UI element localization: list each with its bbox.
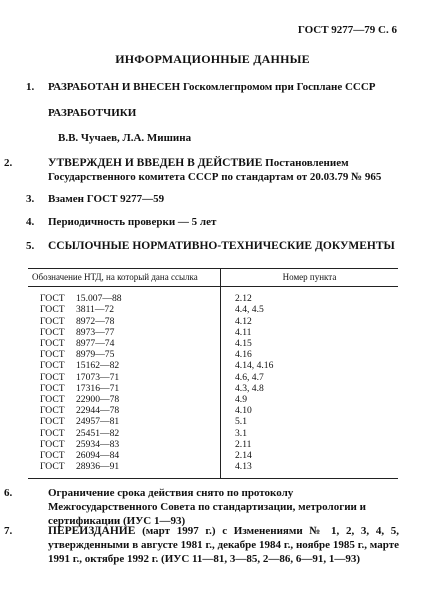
doc-cell: [28, 287, 221, 305]
gost-prefix: ГОСТ: [40, 360, 65, 372]
clause-cell: 4.15: [221, 338, 399, 349]
clause-cell: 4.13: [221, 461, 399, 479]
gost-prefix: ГОСТ: [40, 394, 65, 406]
item-text: РАЗРАБОТАН И ВНЕСЕН Госкомлегпромом при Госплане СССР: [48, 81, 376, 93]
table-row: [28, 349, 398, 360]
page-header: ГОСТ 9277—79 С. 6: [297, 24, 397, 36]
gost-prefix: ГОСТ: [40, 405, 65, 417]
table-row: [28, 450, 398, 461]
item-number: 4.: [26, 216, 35, 228]
item-1: [26, 80, 399, 94]
doc-number: 15162—82: [76, 360, 120, 372]
references-table: [28, 268, 398, 479]
doc-cell: [28, 416, 221, 427]
doc-number: 8972—78: [76, 315, 115, 327]
page-title: ИНФОРМАЦИОННЫЕ ДАННЫЕ: [115, 52, 310, 66]
item-text: Взамен ГОСТ 9277—59: [48, 193, 165, 205]
table-row: [28, 439, 398, 450]
item-3: [26, 192, 399, 206]
doc-number: 25451—82: [76, 427, 120, 439]
item-number: 3.: [26, 193, 35, 205]
doc-cell: [28, 327, 221, 338]
developers-label: РАЗРАБОТЧИКИ: [48, 107, 137, 119]
gost-prefix: ГОСТ: [40, 382, 65, 394]
gost-prefix: ГОСТ: [40, 304, 65, 316]
doc-cell: [28, 372, 221, 383]
clause-cell: 4.11: [221, 327, 399, 338]
doc-cell: [28, 360, 221, 371]
doc-number: 8977—74: [76, 338, 115, 350]
gost-prefix: ГОСТ: [40, 326, 65, 338]
doc-number: 17073—71: [76, 371, 120, 383]
table-row: [28, 338, 398, 349]
item-text: Ограничение срока действия снято по протоколу Межгосударственного Совета по стандартизации, метрологии и сертификации (ИУС 1—93): [48, 487, 366, 527]
table-row: [28, 383, 398, 394]
clause-cell: 3.1: [221, 428, 399, 439]
item-text: ССЫЛОЧНЫЕ НОРМАТИВНО-ТЕХНИЧЕСКИЕ ДОКУМЕНТЫ: [48, 240, 395, 252]
table-row: [28, 416, 398, 427]
gost-prefix: ГОСТ: [40, 461, 65, 473]
column-header-doc: Обозначение НТД, на который дана ссылка: [28, 269, 221, 287]
gost-prefix: ГОСТ: [40, 315, 65, 327]
doc-number: 8973—77: [76, 326, 115, 338]
item-number: 2.: [4, 157, 13, 169]
doc-number: 3811—72: [76, 304, 115, 316]
authors: В.В. Чучаев, Л.А. Мишина: [58, 132, 192, 144]
doc-cell: [28, 316, 221, 327]
table-header-row: [28, 269, 398, 287]
clause-cell: 4.6, 4.7: [221, 372, 399, 383]
doc-number: 17316—71: [76, 382, 120, 394]
doc-cell: [28, 383, 221, 394]
doc-number: 22944—78: [76, 405, 120, 417]
clause-cell: 4.10: [221, 405, 399, 416]
doc-cell: [28, 428, 221, 439]
item-text: Постановлением Государственного комитета СССР по стандартам от 20.03.79 № 965: [48, 157, 382, 183]
doc-number: 26094—84: [76, 450, 120, 462]
gost-prefix: ГОСТ: [40, 438, 65, 450]
doc-cell: [28, 349, 221, 360]
item-lead: УТВЕРЖДЕН И ВВЕДЕН В ДЕЙСТВИЕ: [48, 157, 263, 169]
doc-number: 28936—91: [76, 461, 120, 473]
clause-cell: 2.14: [221, 450, 399, 461]
doc-cell: [28, 461, 221, 479]
table-row: [28, 360, 398, 371]
gost-prefix: ГОСТ: [40, 371, 65, 383]
gost-prefix: ГОСТ: [40, 450, 65, 462]
doc-number: 22900—78: [76, 394, 120, 406]
table-row: [28, 372, 398, 383]
clause-cell: 2.11: [221, 439, 399, 450]
table-row: [28, 327, 398, 338]
doc-cell: [28, 405, 221, 416]
table-row: [28, 461, 398, 479]
clause-cell: 4.14, 4.16: [221, 360, 399, 371]
item-number: 6.: [4, 487, 13, 499]
table-row: [28, 405, 398, 416]
table-body: [28, 287, 398, 479]
item-number: 1.: [26, 81, 35, 93]
doc-number: 24957—81: [76, 416, 120, 428]
gost-prefix: ГОСТ: [40, 338, 65, 350]
clause-cell: 4.16: [221, 349, 399, 360]
table-row: [28, 316, 398, 327]
doc-cell: [28, 450, 221, 461]
doc-number: 15.007—88: [76, 293, 122, 305]
item-number: 7.: [4, 525, 13, 537]
item-4: [26, 215, 399, 229]
clause-cell: 4.9: [221, 394, 399, 405]
gost-prefix: ГОСТ: [40, 349, 65, 361]
doc-number: 25934—83: [76, 438, 120, 450]
item-7: [4, 524, 399, 566]
table-row: [28, 304, 398, 315]
doc-cell: [28, 338, 221, 349]
clause-cell: 4.4, 4.5: [221, 304, 399, 315]
gost-prefix: ГОСТ: [40, 416, 65, 428]
item-5: [26, 239, 399, 253]
table-row: [28, 394, 398, 405]
item-lead: ПЕРЕИЗДАНИЕ: [48, 525, 136, 537]
clause-cell: 4.3, 4.8: [221, 383, 399, 394]
doc-cell: [28, 439, 221, 450]
clause-cell: 4.12: [221, 316, 399, 327]
item-text: Периодичность проверки — 5 лет: [48, 216, 217, 228]
table-row: [28, 428, 398, 439]
item-number: 5.: [26, 240, 35, 252]
item-6: [4, 486, 399, 528]
doc-cell: [28, 394, 221, 405]
clause-cell: 2.12: [221, 287, 399, 305]
doc-cell: [28, 304, 221, 315]
doc-number: 8979—75: [76, 349, 115, 361]
item-2: [4, 156, 399, 184]
clause-cell: 5.1: [221, 416, 399, 427]
gost-prefix: ГОСТ: [40, 427, 65, 439]
table-row: [28, 287, 398, 305]
gost-prefix: ГОСТ: [40, 293, 65, 305]
column-header-clause: Номер пункта: [221, 269, 399, 287]
item-text: (март 1997 г.) с Изменениями № 1, 2, 3, 4, 5, утвержденными в августе 1981 г., декабре 1984 г., ноябре 1985 г., марте 1991 г., октябре 1992 г. (ИУС 11—81, 3—85, 2—86, 6—91, 1—93): [48, 525, 399, 565]
